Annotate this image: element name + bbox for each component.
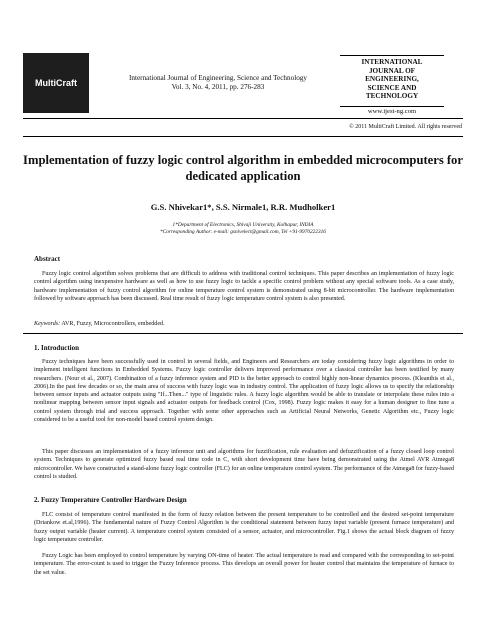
header-divider (23, 136, 463, 137)
box-line: TECHNOLOGY (365, 92, 419, 101)
box-line: SCIENCE AND (367, 83, 417, 92)
affiliation-line: 1*Department of Electronics, Shivaji University, Kolhapur, INDIA (172, 222, 314, 228)
journal-info (108, 74, 328, 92)
journal-name: International Journal of Engineering, Science and Technology (129, 74, 307, 82)
author-list: G.S. Nhivekar1*, S.S. Nirmale1, R.R. Mudholker1 (150, 202, 336, 212)
copyright-notice: © 2011 MultiCraft Limited. All rights reserved (349, 124, 462, 130)
abstract-divider (23, 333, 463, 334)
section-heading: 1. Introduction (34, 344, 79, 352)
section-paragraph: FLC consist of temperature control manifested in the form of fuzzy relation between the present temperature to be controlled and the desired set-point temperature (Driankow et.al,1996). The fundamental nature of Fuzzy Control Algorithm is the conditional statement between fuzzy input variable (present furnace temperature) and fuzzy output variable (heater current). A temperature control system consisted of a sensor, actuator, and microcontroller. Fig.1 shows the actual block diagram of fuzzy logic temperature controller. (34, 512, 454, 543)
journal-website[interactable]: www.ijest-ng.com (367, 108, 417, 115)
keywords (34, 321, 454, 327)
section-paragraph: This paper discusses an implementation of a fuzzy inference unit and algorithms for fuzzification, rule evaluation and defuzzification of a fuzzy closed loop control system. Techniques to generate optimized fuzzy based real time code in C, with short development time have being demonstrated using the Atmel AVR Atmega8 microcontroller. We have constructed a stand-alone fuzzy logic controller (FLC) for an online temperature control system. The performance of the Atmega8 for fuzzy-based control is studied. (34, 449, 454, 480)
keywords-list: AVR, Fuzzy, Microcontrollers, embedded. (60, 321, 165, 327)
abstract-text: Fuzzy logic control algorithm solves problems that are difficult to address with traditional control techniques. This paper describes an implementation of fuzzy logic control algorithm using inexpensive hardware as well as how to use fuzzy logic to tackle a specific control problem without any special software tools. As a case study, hardware implementation of fuzzy control algorithm for online temperature control system is demonstrated using 8-bit microcontroller. The hardware implementation followed by software approach has been discussed. Real time result of fuzzy logic temperature control system is also presented. (34, 271, 454, 302)
affiliations (23, 222, 463, 236)
section-paragraph: Fuzzy techniques have been successfully used in control in several fields, and Engineers and Researchers are today considering fuzzy logic algorithms in order to implement intelligent functions in Embedded Systems. Fuzzy logic controller delivers improved performance over a classical controller has been testified by many researchers. (Nour et al., 2007). Combination of a fuzzy inference system and PID is the better approach to control highly non-linear dynamics process. (Kleanthis et al., 2006).In the past few decades or so, the main area of success with fuzzy logic was in industry control. The application of fuzzy logic allows us to specify the relationship between sensor inputs and actuator outputs using "If...Then..." type of linguistic rules. A fuzzy logic algorithm would be able to translate or interpolate these rules into a nonlinear mapping between sensor input signals and actuator outputs for feedback control (Cox, 1998). Fuzzy logic makes it easy for a human designer to fine tune a control system through trial and success approach. Together with some other approaches such as Artificial Neural Networks, Genetic Algorithm etc., Fuzzy logic considered to be a useful tool for non-model based control system design. (34, 359, 454, 424)
keywords-label: Keywords: (34, 321, 61, 327)
publisher-logo: MultiCraft (23, 53, 89, 113)
affiliation-line: *Corresponding Author: e-mail: gsnivelect@gmail.com, Tel +91-9970222316 (160, 229, 326, 235)
abstract-heading: Abstract (34, 255, 61, 263)
section-heading: 2. Fuzzy Temperature Controller Hardware Design (34, 496, 187, 504)
journal-volume: Vol. 3, No. 4, 2011, pp. 276-283 (171, 83, 265, 91)
header-divider (23, 118, 463, 119)
box-line: JOURNAL OF (368, 66, 416, 75)
journal-title-box (340, 55, 444, 107)
section-paragraph: Fuzzy Logic has been employed to control temperature by varying ON-time of heater. The actual temperature is read and compared with the corresponding to set-point temperature. The error-count is used to trigger the Fuzzy Inference process. This develops an overall power for heater control that maintains the temperature of furnace to the set value. (34, 553, 454, 576)
paper-title: Implementation of fuzzy logic control algorithm in embedded microcomputers for dedicated application (23, 153, 463, 183)
box-line: ENGINEERING, (365, 75, 419, 84)
box-line: INTERNATIONAL (361, 58, 423, 66)
